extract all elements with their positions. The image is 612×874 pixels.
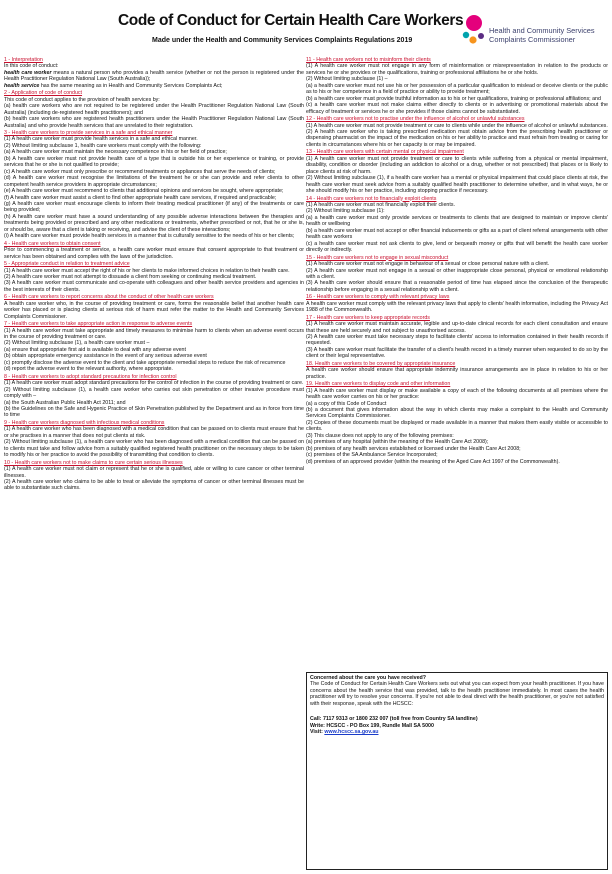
definition-term: health service <box>4 82 40 89</box>
left-column <box>4 56 304 874</box>
section-heading: 14 - Health care workers not to financially exploit clients <box>306 195 437 202</box>
clause-text: (1) A health care worker must maintain accurate, legible and up-to-date clinical records for each client consultation and ensure that these are held securely and not subject to unauthorised access. <box>306 321 608 334</box>
clause-text: (b) premises of any health services established or licensed under the Health Care Act 2008; <box>306 445 521 452</box>
clause-text: A health care worker must comply with the relevant privacy laws that apply to clients' health information, including the Privacy Act 1988 of the Commonwealth. <box>306 300 608 314</box>
concern-title: Concerned about the care you have received? <box>310 675 426 681</box>
clause-text: A health care worker who, in the course of providing treatment or care, forms the reasonable belief that another health care worker has placed or is placing clients at serious risk of harm must refer the matter to the Health and Community Services Complaints Commissioner. <box>4 300 304 320</box>
clause-text: (3) A health care worker should ensure that a reasonable period of time has elapsed since the conclusion of the therapeutic relationship before engaging in a sexual relationship with a client. <box>306 280 608 293</box>
contact-visit-label: Visit: <box>310 729 325 736</box>
clause-text: (d) premises of an approved provider (within the meaning of the Aged Care Act 1997 of the Commonwealth). <box>306 458 560 465</box>
section-heading: 12 - Health care workers not to practise under the influence of alcohol or unlawful substances <box>306 116 525 123</box>
clause-text: (2) A health care worker must not engage in a sexual or other inappropriate close personal, physical or emotional relationship with a client. <box>306 267 608 280</box>
concern-contact <box>310 716 604 735</box>
page-title: Code of Conduct for Certain Health Care Workers <box>118 12 464 29</box>
clause-text: (1) A health care worker must provide health services in a safe and ethical manner. <box>4 136 198 143</box>
clause-text: (a) a health care worker must not use his or her possession of a particular qualification to mislead or deceive clients or the public as to his or her competence in a field of practice or ability to provide treatment; <box>306 82 608 96</box>
clause-text: (a) premises of any hospital (within the meaning of the Health Care Act 2008); <box>306 439 489 446</box>
clause-text: (c) a health care worker must not make claims either directly to clients or in advertising or promotional materials about the efficacy of treatment or services he or she provides if those claims cannot be substantiated. <box>306 102 608 115</box>
section-heading: 8 - Health care workers to adopt standard precautions for infection control <box>4 373 177 380</box>
clause-text: (2) A health care worker who is taking prescribed medication must obtain advice from the prescribing health practitioner or dispensing pharmacist on the impact of the medication on his or her ability to practice and must refrain from treating or caring for clients in circumstances where his or her capacity is or may be impaired. <box>306 128 608 148</box>
clause-text: (3) This clause does not apply to any of the following premises: <box>306 432 454 439</box>
clause-text: (1) A health care worker must not financially exploit their clients. <box>306 201 455 208</box>
definition <box>4 83 304 89</box>
clause-text: (2) Without limiting subclause (1), a health care worker who carries out skin penetration or other invasive procedure must comply with – <box>4 386 304 400</box>
clause-text: (e) A health care worker must recommend to clients that additional opinions and services be sought, where appropriate; <box>4 188 284 195</box>
clause-text: (2) A health care worker who claims to be able to treat or alleviate the symptoms of cancer or other terminal illnesses must be able to substantiate such claims. <box>4 479 304 492</box>
contact-call: Call: 7117 9313 or 1800 232 007 (toll free from Country SA landline) <box>310 716 478 723</box>
hcscc-logo-mark-icon <box>462 14 486 46</box>
clause-text: (b) obtain appropriate emergency assistance in the event of any serious adverse event <box>4 353 207 360</box>
logo-text-line2: Complaints Commissioner <box>489 35 576 44</box>
clause-text: (2) A health care worker must not attempt to dissuade a client from seeking or continuing medical treatment. <box>4 273 257 280</box>
section-heading: 11 - Health care workers not to misinform their clients <box>306 57 431 63</box>
clause-text: (f) A health care worker must assist a client to find other appropriate health care services, if required and practicable; <box>4 194 277 201</box>
clause-text: (b) a document that gives information about the way in which clients may make a complaint to the Health and Community Services Complaints Commissioner. <box>306 407 608 420</box>
clause-text: (2) Without limiting subclause 1, health care workers must comply with the following: <box>4 142 202 149</box>
clause-text: (1) A health care worker who has been diagnosed with a medical condition that can be passed on to clients must ensure that he or she practises in a manner that does not put clients at risk. <box>4 426 304 439</box>
page-header <box>0 0 612 52</box>
section-heading: 5 - Appropriate conduct in relation to treatment advice <box>4 261 130 268</box>
section-heading: 7 - Health care workers to take appropriate action in response to adverse events <box>4 321 193 328</box>
clause-text: (d) A health care worker must recognise the limitations of the treatment he or she can provide and refer clients to other competent health service providers in appropriate circumstances; <box>4 175 304 188</box>
hcscc-logo <box>462 14 607 48</box>
concern-box <box>306 672 608 870</box>
clause-text: (1) A health care worker must not provide treatment or care to clients while under the influence of alcohol or unlawful substances. <box>306 122 608 129</box>
clause-text: (b) the Guidelines on the Safe and Hygenic Practice of Skin Penetration published by the Department and as in force from time to time <box>4 406 304 419</box>
clause-text: (a) a health care worker must only provide services or treatments to clients that are designed to maintain or improve clients' health or wellbeing <box>306 214 608 228</box>
clause-text: (1) A health care worker must not engage in behaviour of a sexual or close personal nature with a client. <box>306 261 550 268</box>
definition <box>4 70 304 83</box>
section-heading: 15 - Health care workers not to engage in sexual misconduct <box>306 254 449 261</box>
section-heading: 3 - Health care workers to provide services in a safe and ethical manner <box>4 129 173 136</box>
clause-text: (c) promptly disclose the adverse event to the client and take appropriate remedial steps to reduce the risk of recurrence <box>4 359 286 366</box>
clause-text: (a) health care workers who are not required to be registered under the Health Practitioner Regulation National Law (South Australia) (including de-registered health practitioners); and <box>4 103 304 116</box>
clause-text: (1) A health care worker must not engage in any form of misinformation or misrepresentation in relation to the products or services he or she provides or the qualifications, training or professional affiliations he or she holds. <box>306 63 608 76</box>
clause-text: (c) A health care worker must only prescribe or recommend treatments or appliances that serve the needs of clients; <box>4 168 276 175</box>
definition-term: health care worker <box>4 69 52 76</box>
clause-text: (d) report the adverse event to the relevant authority, where appropriate. <box>4 366 173 373</box>
clause-text: (a) the South Australian Public Health Act 2011; and <box>4 399 126 406</box>
clause-text: (1) A health care worker must adopt standard precautions for the control of infection in the course of providing treatment or care. <box>4 380 304 387</box>
website-link[interactable]: www.hcscc.sa.gov.au <box>324 729 379 736</box>
clause-text: This code of conduct applies to the provision of health services by: <box>4 96 160 103</box>
clause-text: (2) Copies of these documents must be displayed or made available in a manner that makes them easily visible or accessible to clients. <box>306 419 608 433</box>
clause-text: (2) A health care worker must take necessary steps to facilitate clients' access to information contained in their health records if requested. <box>306 334 608 347</box>
right-column <box>306 56 608 656</box>
clause-text: Prior to commencing a treatment or service, a health care worker must ensure that consent appropriate to that treatment or service has been obtained and complies with the laws of the jurisdiction. <box>4 247 304 260</box>
clause-text: (b) health care workers who are registered health practitioners under the Health Practitioner Regulation National Law (South Australia) and who provide health services that are unrelated to their registration. <box>4 116 304 129</box>
contact-write: Write: HCSCC - PO Box 199, Rundle Mall SA 5000 <box>310 722 434 729</box>
section-heading: 17 - Health care workers to keep appropriate records <box>306 314 430 321</box>
concern-body: The Code of Conduct for Certain Health Care Workers sets out what you can expect from your health practitioner. If you have concerns about the health service that was provided, talk to the health practitioner immediately. In most cases the health practitioner will try to resolve your concerns. If you're not able to deal direct with the health practitioner, or you're not satisfied with their response, speak with the HCSCC: <box>310 681 604 707</box>
section-heading: 9 - Health care workers diagnosed with infectious medical conditions <box>4 419 165 426</box>
clause-text: (c) a health care worker must not ask clients to give, lend or bequeath money or gifts that will benefit the health care worker directly or indirectly. <box>306 240 608 254</box>
contact-visit <box>310 729 604 735</box>
clause-text: (a) ensure that appropriate first aid is available to deal with any adverse event <box>4 346 186 353</box>
section-heading: 4 - Health care workers to obtain consent <box>4 240 101 247</box>
definition-text: means a natural person who provides a health service (whether or not the person is registered under the Health Practitioner Regulation National Law (South Australia)); <box>4 69 304 83</box>
section-heading: 13 - Health care workers with certain mental or physical impairment <box>306 149 464 156</box>
clause-text: A health care worker should ensure that appropriate indemnity insurance arrangements are in place in relation to his or her practice. <box>306 367 608 380</box>
section-heading: 19. Health care workers to display code and other information <box>306 381 451 388</box>
clause-text: (1) A health care worker must not provide treatment or care to clients while suffering from a physical or mental impairment, disability, condition or disorder (including an addiction to alcohol or a drug, whether or not prescribed) that places or is likely to place clients at risk of harm. <box>306 155 608 175</box>
clause-text: (b) a health care worker must not accept or offer financial inducements or gifts as a part of client referral arrangements with other health care workers <box>306 227 608 241</box>
clause-text: (b) A health care worker must not provide health care of a type that is outside his or her experience or training, or provide services that he or she is not qualified to provide; <box>4 155 304 169</box>
clause-text: (1) A health care worker must accept the right of his or her clients to make informed choices in relation to their health care. <box>4 267 290 274</box>
logo-text-line1: Health and Community Services <box>489 26 595 35</box>
section-heading: 1 - Interpretation <box>4 57 43 63</box>
clause-text: (1) A health care worker must display or make available a copy of each of the following documents at all premises where the health care worker carries on his or her practice: <box>306 387 608 401</box>
clause-text: (a) a copy of this Code of Conduct <box>306 400 387 407</box>
section-heading: 2 - Application of code of conduct <box>4 90 83 97</box>
clause-text: (i) A health care worker must provide health services in a manner that is culturally sensitive to the needs of his or her clients; <box>4 233 295 240</box>
clause-text: (1) A health care worker must take appropriate and timely measures to minimise harm to clients when an adverse event occurs in the course of providing treatment or care. <box>4 327 304 341</box>
clause-text: In this code of conduct: <box>4 63 59 70</box>
section-heading: 6 - Health care workers to report concerns about the conduct of other health care workers <box>4 294 214 301</box>
clause-text: (c) premises of the SA Ambulance Service Incorporated; <box>306 452 438 459</box>
clause-text: (3) A health care worker must communicate and co-operate with colleagues and other health service providers and agencies in the best interests of their clients. <box>4 280 304 293</box>
clause-text: (2) Without limiting subclause (1), if a health care worker has a mental or physical impairment that could place clients at risk, the health care worker must seek advice from a suitably qualified health practitioner to determine whether, and in what ways, he or she should modify his or her practice, including stopping practice if necessary. <box>306 175 608 195</box>
section-heading: 18. Health care workers to be covered by appropriate insurance <box>306 360 456 367</box>
section-heading: 10 - Health care workers not to make claims to cure certain serious illnesses <box>4 459 183 466</box>
definition-text: has the same meaning as in Health and Community Services Complaints Act; <box>39 82 223 89</box>
section-heading: 16 - Health care workers to comply with relevant privacy laws <box>306 294 450 301</box>
page-subtitle: Made under the Health and Community Services Complaints Regulations 2019 <box>152 37 413 44</box>
clause-text: (1) A health care worker must not claim or represent that he or she is qualified, able or willing to cure cancer or other terminal illnesses. <box>4 466 304 479</box>
clause-text: (2) Without limiting subclause (1), a health care worker must – <box>4 340 150 347</box>
clause-text: (h) A health care worker must have a sound understanding of any possible adverse interactions between the therapies and treatments being provided or prescribed and any other medications or treatments, whether prescribed or not, that he or she is, or should be, aware that a client is taking or receiving, and advise the client of these interactions; <box>4 213 304 233</box>
clause-text: (2) Without limiting subclause (1): <box>306 208 385 215</box>
clause-text: (2) Without limiting subclause (1) – <box>306 76 388 83</box>
clause-text: (a) A health care worker must maintain the necessary competence in his or her field of practice; <box>4 149 227 156</box>
clause-text: (2) Without limiting subclause (1), a health care worker who has been diagnosed with a medical condition that can be passed on to clients must take and follow advice from a suitably qualified registered health practitioner on the necessary steps to be taken to modify his or her practice to avoid the possibility of transmitting that condition to clients. <box>4 439 304 459</box>
clause-text: (b) a health care worker must provide truthful information as to his or her qualifications, training or professional affiliations; and <box>306 95 601 102</box>
clause-text: (3) A health care worker must facilitate the transfer of a client's health record in a timely manner when requested to do so by the client or their legal representative. <box>306 346 608 360</box>
clause-text: (g) A health care worker must encourage clients to inform their treating medical practitioner (if any) of the treatments or care being provided; <box>4 200 304 214</box>
